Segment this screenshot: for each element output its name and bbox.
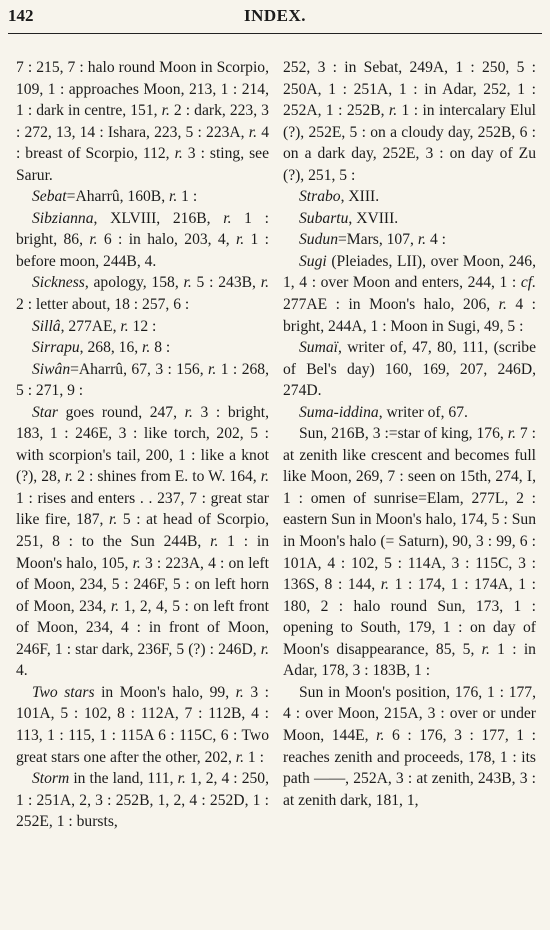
left-index-entry: Two stars in Moon's halo, 99, r. 3 : 101A, 5 : 102, 8 : 112A, 7 : 112B, 4 : 113, 1 : 115, 1 : 115A 6 : 115C, 6 : Two great stars one after the other, 202, r. 1 :	[16, 683, 269, 766]
left-column	[16, 57, 269, 833]
left-index-entry: Star goes round, 247, r. 3 : bright, 183, 1 : 246E, 3 : like torch, 202, 5 : with scorpion's tail, 200, 1 : like a knot (?), 28, r. 2 : shines from E. to W. 164, r. 1 : rises and enters . . 237, 7 : great star like fire, 187, r. 5 : at head of Scorpio, 251, 8 : to the Sun 244B, r. 1 : in Moon's halo, 105, r. 3 : 223A, 4 : on left of Moon, 234, 5 : 246F, 5 : on left horn of Moon, 234, r. 1, 2, 4, 5 : on left front of Moon, 234, 4 : in front of Moon, 246F, 1 : star dark, 236F, 5 (?) : 246D, r. 4.	[16, 403, 269, 680]
left-index-entry: Siwân=Aharrû, 67, 3 : 156, r. 1 : 268, 5 : 271, 9 :	[16, 360, 269, 400]
page-header	[8, 6, 542, 32]
right-index-entry: Strabo, XIII.	[299, 188, 380, 206]
right-index-entry: Sugi (Pleiades, LII), over Moon, 246, 1, 4 : over Moon and enters, 244, 1 : cf. 277AE : in Moon's halo, 206, r. 4 : bright, 244A, 1 : Moon in Sugi, 49, 5 :	[283, 252, 536, 335]
right-index-entry: Suma-iddina, writer of, 67.	[299, 403, 468, 421]
header-rule	[8, 33, 542, 34]
right-index-entry: Subartu, XVIII.	[299, 209, 399, 227]
right-index-entry: Sudun=Mars, 107, r. 4 :	[299, 231, 446, 249]
page-number: 142	[8, 6, 34, 25]
left-index-entry: Sebat=Aharrû, 160B, r. 1 :	[32, 188, 198, 206]
right-index-entry: Sumaï, writer of, 47, 80, 111, (scribe of Bel's day) 160, 169, 207, 246D, 274D.	[283, 339, 536, 400]
page-title: INDEX.	[243, 6, 307, 25]
left-index-entry: Sirrapu, 268, 16, r. 8 :	[32, 339, 171, 357]
left-index-entry: Sillâ, 277AE, r. 12 :	[32, 317, 157, 335]
left-index-entry: Sibzianna, XLVIII, 216B, r. 1 : bright, 86, r. 6 : in halo, 203, 4, r. 1 : before moon, 244B, 4.	[16, 209, 270, 270]
left-index-entry: Storm in the land, 111, r. 1, 2, 4 : 250, 1 : 251A, 2, 3 : 252B, 1, 2, 4 : 252D, 1 : 252E, 1 : bursts,	[16, 770, 269, 831]
right-index-entry: Sun, 216B, 3 :=star of king, 176, r. 7 : at zenith like crescent and becomes full like Moon, 269, 7 : seen on 15th, 274, I, 1 : omen of sunrise=Elam, 277L, 2 : eastern Sun in Moon's halo, 174, 5 : Sun in Moon's halo (= Saturn), 90, 3 : 99, 6 : 101A, 4 : 102, 5 : 114A, 3 : 115C, 3 : 136S, 8 : 144, r. 1 : 174, 1 : 174A, 1 : 180, 2 : halo round Sun, 173, 1 : opening to South, 179, 1 : on day of Moon's disappearance, 85, 5, r. 1 : in Adar, 178, 3 : 183B, 1 :	[283, 425, 536, 680]
left-index-entry: Sickness, apology, 158, r. 5 : 243B, r. 2 : letter about, 18 : 257, 6 :	[16, 274, 269, 314]
right-index-entry: 252, 3 : in Sebat, 249A, 1 : 250, 5 : 250A, 1 : 251A, 1 : in Adar, 252, 1 : 252A, 1 : 252B, r. 1 : in intercalary Elul (?), 252E, 5 : on a cloudy day, 252B, 6 : on a dark day, 252E, 3 : on day of Zu (?), 251, 5 :	[283, 59, 537, 184]
right-index-entry: Sun in Moon's position, 176, 1 : 177, 4 : over Moon, 215A, 3 : over or under Moon, 144E, r. 6 : 176, 3 : 177, 1 : reaches zenith and proceeds, 178, 1 : its path ——, 252A, 3 : at zenith, 243B, 3 : at zenith dark, 181, 1,	[283, 683, 537, 809]
right-column	[283, 57, 536, 811]
left-index-entry: 7 : 215, 7 : halo round Moon in Scorpio, 109, 1 : approaches Moon, 213, 1 : 214, 1 : dark in centre, 151, r. 2 : dark, 223, 3 : 272, 13, 14 : Ishara, 223, 5 : 223A, r. 4 : breast of Scorpio, 112, r. 3 : sting, see Sarur.	[16, 59, 269, 184]
